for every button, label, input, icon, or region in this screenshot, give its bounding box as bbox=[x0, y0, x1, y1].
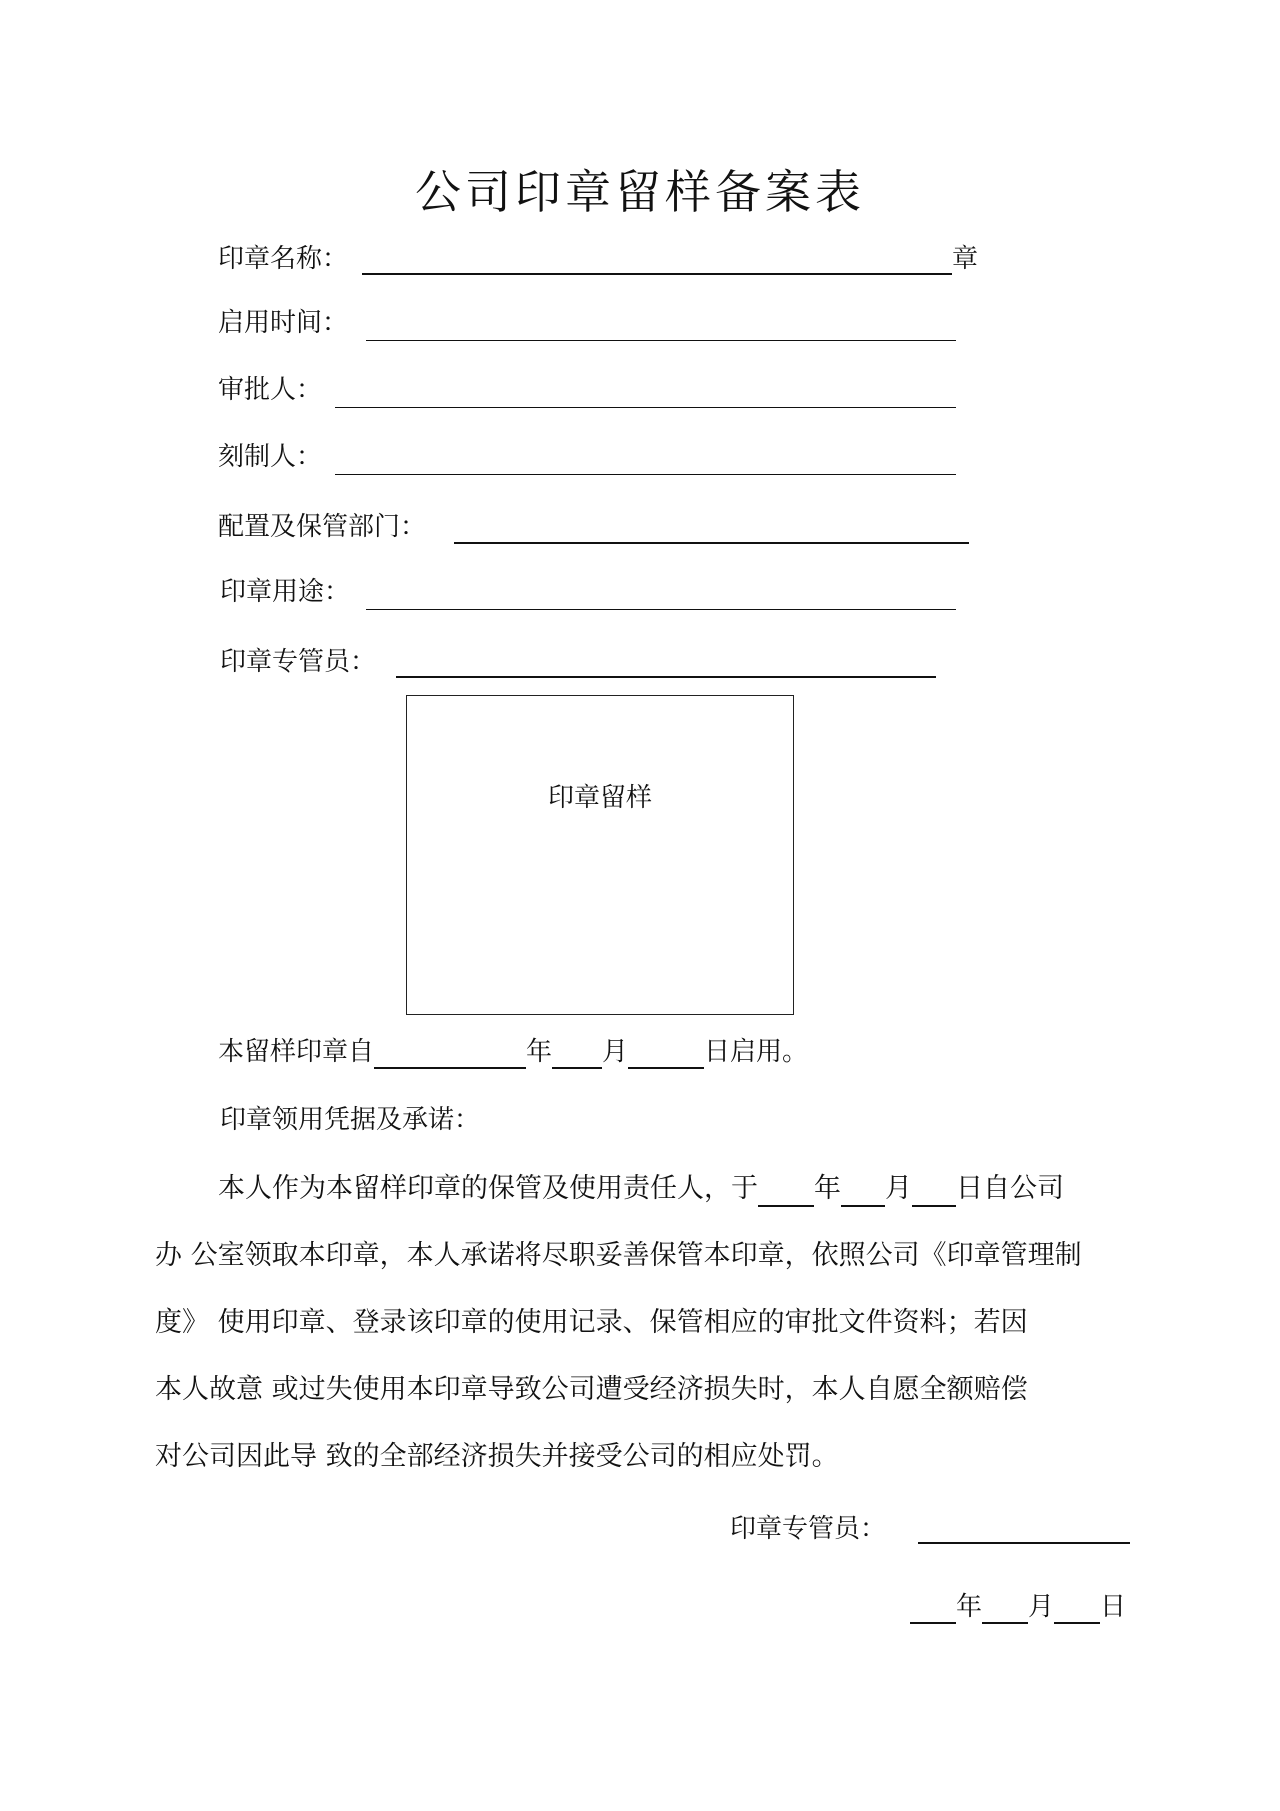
signature-date bbox=[910, 1590, 1126, 1624]
enable-month-label: 月 bbox=[602, 1037, 629, 1067]
engraver-line[interactable] bbox=[335, 474, 956, 475]
seal-name-line[interactable] bbox=[362, 273, 952, 275]
commitment-heading: 印章领用凭据及承诺： bbox=[220, 1105, 481, 1135]
custodian-label: 印章专管员： bbox=[220, 647, 377, 677]
department-label: 配置及保管部门： bbox=[218, 512, 427, 542]
sign-day-blank[interactable] bbox=[1054, 1594, 1100, 1624]
approver-line[interactable] bbox=[335, 407, 956, 408]
department-line[interactable] bbox=[454, 542, 969, 544]
start-time-label: 启用时间： bbox=[218, 308, 349, 338]
seal-sample-label: 印章留样 bbox=[547, 783, 652, 813]
commitment-line-3: 度》 使用印章、登录该印章的使用记录、保管相应的审批文件资料；若因 bbox=[155, 1307, 1028, 1338]
commitment-line-4: 本人故意 或过失使用本印章导致公司遭受经济损失时，本人自愿全额赔偿 bbox=[155, 1374, 1028, 1405]
start-time-line[interactable] bbox=[366, 340, 956, 341]
enable-year-blank[interactable] bbox=[374, 1039, 526, 1069]
commit-day-blank[interactable] bbox=[912, 1177, 956, 1207]
commit-month-blank[interactable] bbox=[841, 1177, 885, 1207]
sign-day-label: 日 bbox=[1100, 1592, 1127, 1622]
enable-month-blank[interactable] bbox=[552, 1039, 602, 1069]
engraver-label: 刻制人： bbox=[218, 442, 323, 472]
enable-year-label: 年 bbox=[526, 1037, 553, 1067]
purpose-line[interactable] bbox=[366, 609, 956, 610]
purpose-label: 印章用途： bbox=[220, 577, 351, 607]
approver-label: 审批人： bbox=[218, 375, 323, 405]
signature-line[interactable] bbox=[918, 1542, 1130, 1544]
seal-name-suffix: 章 bbox=[952, 244, 979, 274]
enable-day-blank[interactable] bbox=[628, 1039, 704, 1069]
seal-sample-box bbox=[406, 695, 794, 1015]
commit-month-label: 月 bbox=[885, 1173, 912, 1204]
sign-month-blank[interactable] bbox=[982, 1594, 1028, 1624]
enable-date-line bbox=[218, 1035, 808, 1069]
commit-day-label: 日自公司 bbox=[956, 1173, 1064, 1204]
enable-prefix: 本留样印章自 bbox=[218, 1037, 375, 1067]
sign-year-blank[interactable] bbox=[910, 1594, 956, 1624]
enable-day-label: 日启用。 bbox=[704, 1037, 809, 1067]
commitment-text-1: 本人作为本留样印章的保管及使用责任人，于 bbox=[218, 1173, 758, 1204]
commitment-line-5: 对公司因此导 致的全部经济损失并接受公司的相应处罚。 bbox=[155, 1441, 839, 1472]
sign-year-label: 年 bbox=[956, 1592, 983, 1622]
custodian-line[interactable] bbox=[396, 676, 936, 678]
commitment-line-1 bbox=[218, 1171, 1064, 1207]
seal-name-label: 印章名称： bbox=[218, 244, 349, 274]
document-title: 公司印章留样备案表 bbox=[415, 165, 865, 219]
commit-year-blank[interactable] bbox=[758, 1177, 814, 1207]
commit-year-label: 年 bbox=[814, 1173, 841, 1204]
commitment-line-2: 办 公室领取本印章，本人承诺将尽职妥善保管本印章，依照公司《印章管理制 bbox=[155, 1240, 1082, 1271]
sign-month-label: 月 bbox=[1028, 1592, 1055, 1622]
signature-label: 印章专管员： bbox=[730, 1514, 887, 1544]
